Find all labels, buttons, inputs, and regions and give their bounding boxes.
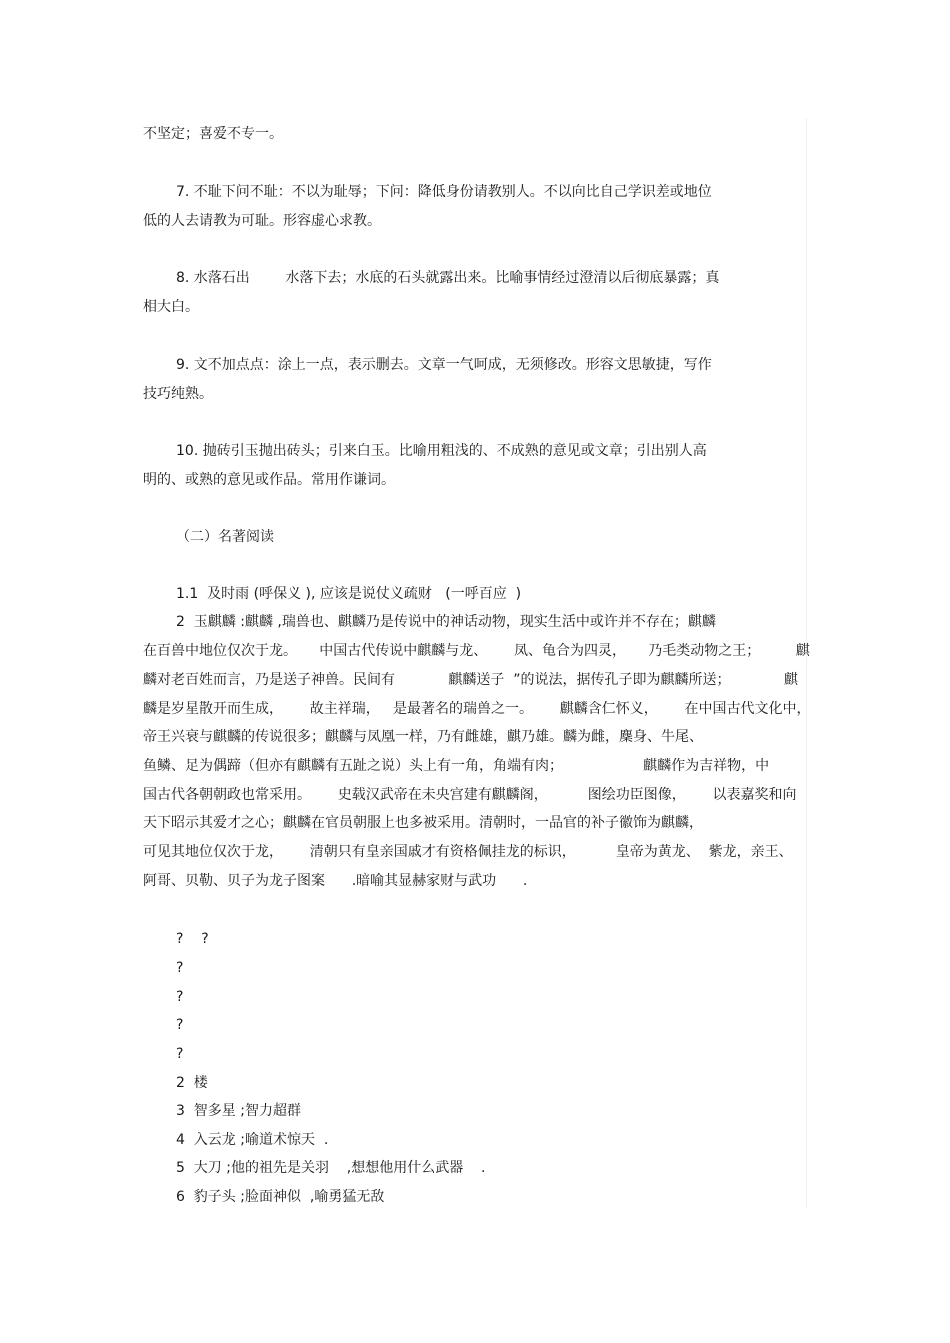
text-line: 8. 水落石出 水落下去；水底的石头就露出来。比喻事情经过澄清以后彻底暴露；真 [176, 270, 720, 286]
text-line: 麟是岁星散开而生成， 故主祥瑞， 是最著名的瑞兽之一。 麒麟含仁怀义， 在中国古代文化中， [143, 701, 811, 717]
text-line: 阿哥、贝勒、贝子为龙子图案 .暗喻其显赫家财与武功 . [143, 873, 528, 889]
text-line: ? [176, 1017, 184, 1033]
text-line: 9. 文不加点点：涂上一点，表示删去。文章一气呵成，无须修改。形容文思敏捷，写作 [176, 357, 712, 373]
text-line: 10. 抛砖引玉抛出砖头；引来白玉。比喻用粗浅的、不成熟的意见或文章；引出别人高 [176, 443, 707, 459]
text-line: 帝王兴衰与麒麟的传说很多；麒麟与凤凰一样，乃有雌雄，麒乃雄。麟为雌，麇身、牛尾、 [143, 729, 703, 745]
text-line: 麟对老百姓而言，乃是送子神兽。民间有 麒麟送子 ”的说法，据传孔子即为麒麟所送； 麒 [143, 672, 798, 688]
page-edge [806, 118, 807, 1208]
text-line: 1.1 及时雨 (呼保义 ), 应该是说仗义疏财 (一呼百应 ) [176, 586, 522, 602]
text-line: 不坚定；喜爱不专一。 [143, 126, 283, 142]
text-line: 2 楼 [176, 1075, 208, 1091]
text-line: 技巧纯熟。 [143, 386, 213, 402]
text-line: 6 豹子头 ;脸面神似 ,喻勇猛无敌 [176, 1189, 385, 1205]
section-heading: （二）名著阅读 [176, 529, 274, 545]
text-line: ? [176, 989, 184, 1005]
text-line: 国古代各朝朝政也常采用。 史载汉武帝在未央宫建有麒麟阁， 图绘功臣图像， 以表嘉奖和向 [143, 787, 797, 803]
text-line: 低的人去请教为可耻。形容虚心求教。 [143, 213, 381, 229]
text-line: 2 玉麒麟 :麒麟 ,瑞兽也、麒麟乃是传说中的神话动物，现实生活中或许并不存在；麒麟 [176, 614, 716, 630]
text-line: 在百兽中地位仅次于龙。 中国古代传说中麒麟与龙、 凤、龟合为四灵， 乃毛类动物之王； 麒 [143, 643, 810, 659]
text-line: 鱼鳞、足为偶蹄（但亦有麒麟有五趾之说）头上有一角，角端有肉； 麒麟作为吉祥物，中 [143, 758, 770, 774]
text-line: 5 大刀 ;他的祖先是关羽 ,想想他用什么武器 . [176, 1160, 486, 1176]
text-line: 4 入云龙 ;喻道术惊天 . [176, 1132, 329, 1148]
text-line: 可见其地位仅次于龙， 清朝只有皇亲国戚才有资格佩挂龙的标识， 皇帝为黄龙、 紫龙，亲王、 [143, 844, 793, 860]
text-line: ? [176, 1046, 184, 1062]
text-line: ? ? [176, 931, 209, 947]
text-line: ? [176, 960, 184, 976]
text-line: 相大白。 [143, 299, 199, 315]
text-line: 3 智多星 ;智力超群 [176, 1103, 301, 1119]
text-line: 明的、或熟的意见或作品。常用作谦词。 [143, 472, 395, 488]
text-line: 7. 不耻下问不耻：不以为耻辱；下问：降低身份请教别人。不以向比自己学识差或地位 [176, 184, 712, 200]
text-line: 天下昭示其爱才之心；麒麟在官员朝服上也多被采用。清朝时，一品官的补子徽饰为麒麟， [143, 815, 703, 831]
